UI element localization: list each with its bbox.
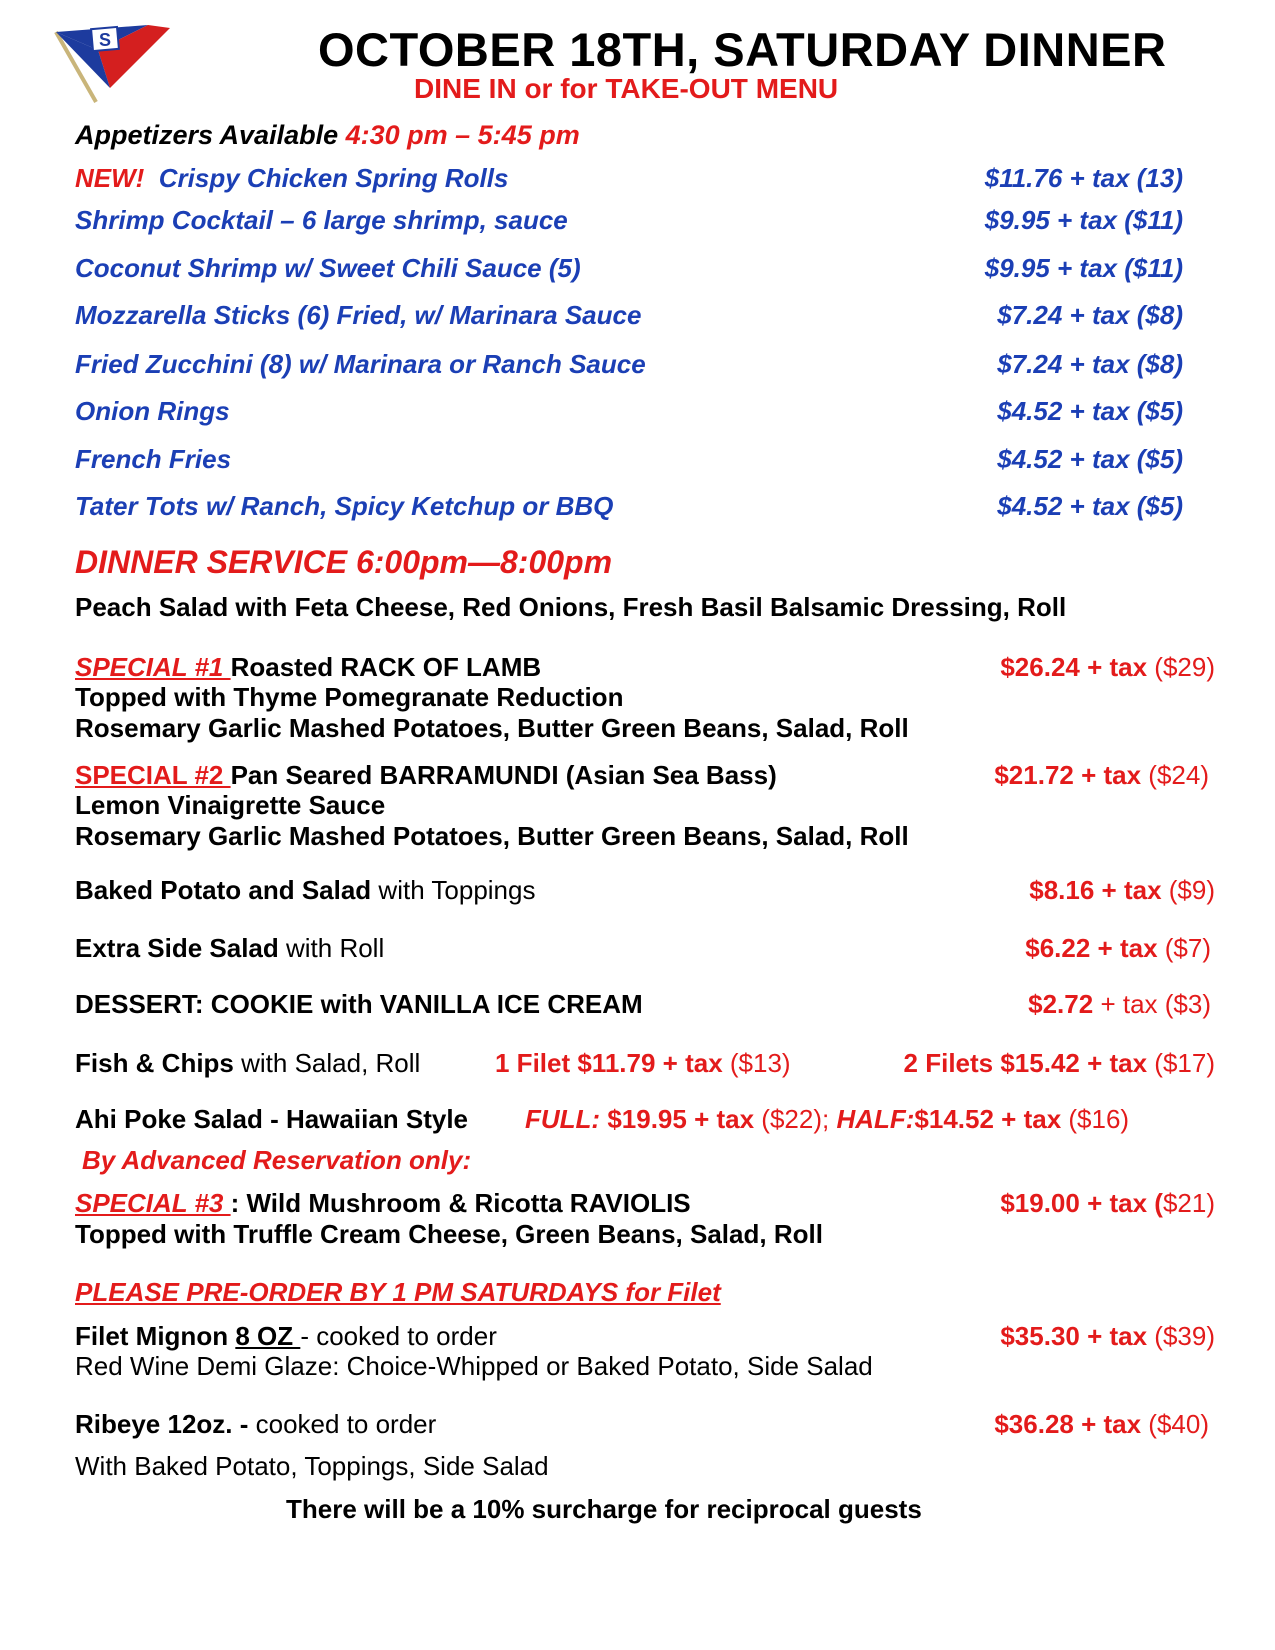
logo bbox=[48, 10, 178, 105]
dessert-price bbox=[1028, 989, 1211, 1020]
price-main: $2.72 bbox=[1028, 989, 1094, 1019]
half-label: HALF: bbox=[836, 1104, 915, 1134]
price-main: $26.24 + tax bbox=[1000, 652, 1148, 682]
special-1-line3: Rosemary Garlic Mashed Potatoes, Butter Green Beans, Salad, Roll bbox=[75, 713, 909, 743]
special-2-price bbox=[994, 760, 1209, 791]
logo-letter: S bbox=[98, 30, 112, 50]
baked-potato bbox=[75, 875, 535, 906]
item-suffix: cooked to order bbox=[248, 1409, 437, 1439]
item-name: Baked Potato and Salad bbox=[75, 875, 372, 905]
price-main: 1 Filet $11.79 + tax bbox=[495, 1048, 723, 1078]
flag-icon bbox=[48, 10, 178, 105]
special-2-tag: SPECIAL #2 bbox=[75, 760, 231, 790]
footer-note: There will be a 10% surcharge for reciprocal guests bbox=[286, 1494, 922, 1524]
appetizers-heading-label: Appetizers Available bbox=[75, 120, 339, 150]
item-name: Fish & Chips bbox=[75, 1048, 234, 1078]
side-salad bbox=[75, 933, 384, 964]
half-paren: ($16) bbox=[1061, 1104, 1130, 1134]
item-suffix: - cooked to order bbox=[300, 1321, 497, 1351]
special-3-name: : Wild Mushroom & Ricotta RAVIOLIS bbox=[230, 1188, 691, 1218]
new-badge: NEW! bbox=[75, 163, 145, 193]
reservation-note: By Advanced Reservation only: bbox=[82, 1145, 472, 1175]
appetizer-price: $4.52 + tax ($5) bbox=[997, 444, 1183, 474]
special-2-line3: Rosemary Garlic Mashed Potatoes, Butter Green Beans, Salad, Roll bbox=[75, 821, 909, 851]
appetizer-name: Onion Rings bbox=[75, 396, 230, 426]
special-1-price bbox=[1000, 652, 1215, 683]
fish-price-2 bbox=[904, 1048, 1215, 1079]
filet-mignon bbox=[75, 1321, 497, 1352]
special-1 bbox=[75, 652, 541, 683]
item-suffix: with Roll bbox=[278, 933, 385, 963]
appetizer-price: $11.76 + tax (13) bbox=[984, 163, 1183, 193]
special-1-name: Roasted RACK OF LAMB bbox=[230, 652, 542, 682]
side-salad-price bbox=[1025, 933, 1211, 964]
price-paren: $21) bbox=[1162, 1188, 1215, 1218]
fish-and-chips bbox=[75, 1048, 420, 1079]
preorder-note: PLEASE PRE-ORDER BY 1 PM SATURDAYS for Filet bbox=[75, 1277, 721, 1307]
appetizer-name: Coconut Shrimp w/ Sweet Chili Sauce (5) bbox=[75, 253, 581, 283]
full-label: FULL: bbox=[525, 1104, 601, 1134]
price-main: $21.72 + tax bbox=[994, 760, 1142, 790]
price-paren: ($40) bbox=[1141, 1409, 1209, 1439]
poke-prices bbox=[525, 1104, 1129, 1135]
appetizer-item bbox=[75, 163, 508, 194]
special-3-tag: SPECIAL #3 bbox=[75, 1188, 231, 1218]
price-paren: ($7) bbox=[1157, 933, 1211, 963]
page-title: OCTOBER 18TH, SATURDAY DINNER bbox=[318, 23, 1167, 76]
appetizers-time: 4:30 pm – 5:45 pm bbox=[345, 120, 580, 150]
appetizer-price: $7.24 + tax ($8) bbox=[997, 300, 1183, 330]
special-3-line2: Topped with Truffle Cream Cheese, Green Beans, Salad, Roll bbox=[75, 1219, 823, 1249]
item-name: Ribeye 12oz. - bbox=[75, 1409, 249, 1439]
price-main: $19.00 + tax ( bbox=[1000, 1188, 1163, 1218]
appetizer-price: $4.52 + tax ($5) bbox=[997, 491, 1183, 521]
item-name: Extra Side Salad bbox=[75, 933, 279, 963]
special-3 bbox=[75, 1188, 691, 1219]
item-size: 8 OZ bbox=[235, 1321, 301, 1351]
price-main: $8.16 + tax bbox=[1029, 875, 1162, 905]
price-paren: ($24) bbox=[1141, 760, 1209, 790]
price-main: 2 Filets $15.42 + tax bbox=[903, 1048, 1148, 1078]
baked-potato-price bbox=[1029, 875, 1215, 906]
filet-line2: Red Wine Demi Glaze: Choice-Whipped or Baked Potato, Side Salad bbox=[75, 1351, 873, 1381]
full-price: $19.95 + tax bbox=[600, 1104, 755, 1134]
half-price: $14.52 + tax bbox=[914, 1104, 1062, 1134]
price-paren: ($13) bbox=[722, 1048, 791, 1078]
filet-price bbox=[1000, 1321, 1215, 1352]
appetizer-name: Tater Tots w/ Ranch, Spicy Ketchup or BBQ bbox=[75, 491, 614, 521]
full-paren: ($22); bbox=[754, 1104, 837, 1134]
appetizer-name: Fried Zucchini (8) w/ Marinara or Ranch Sauce bbox=[75, 349, 646, 379]
poke-salad: Ahi Poke Salad - Hawaiian Style bbox=[75, 1104, 469, 1134]
price-paren: ($9) bbox=[1161, 875, 1215, 905]
appetizer-name: Mozzarella Sticks (6) Fried, w/ Marinara Sauce bbox=[75, 300, 642, 330]
item-suffix: with Toppings bbox=[371, 875, 536, 905]
special-2-name: Pan Seared BARRAMUNDI (Asian Sea Bass) bbox=[230, 760, 777, 790]
appetizer-price: $9.95 + tax ($11) bbox=[984, 253, 1183, 283]
price-paren: + tax ($3) bbox=[1093, 989, 1211, 1019]
special-2 bbox=[75, 760, 777, 791]
special-1-line2: Topped with Thyme Pomegranate Reduction bbox=[75, 682, 624, 712]
ribeye bbox=[75, 1409, 436, 1440]
page-subtitle: DINE IN or for TAKE-OUT MENU bbox=[414, 73, 839, 104]
ribeye-line2: With Baked Potato, Toppings, Side Salad bbox=[75, 1451, 549, 1481]
price-paren: ($39) bbox=[1147, 1321, 1215, 1351]
price-paren: ($29) bbox=[1147, 652, 1215, 682]
item-suffix: with Salad, Roll bbox=[233, 1048, 421, 1078]
appetizer-price: $9.95 + tax ($11) bbox=[984, 205, 1183, 235]
price-main: $36.28 + tax bbox=[994, 1409, 1142, 1439]
special-3-price bbox=[1000, 1188, 1215, 1219]
appetizer-name: Crispy Chicken Spring Rolls bbox=[158, 163, 509, 193]
appetizer-name: Shrimp Cocktail – 6 large shrimp, sauce bbox=[75, 205, 568, 235]
price-paren: ($17) bbox=[1147, 1048, 1215, 1078]
special-2-line2: Lemon Vinaigrette Sauce bbox=[75, 790, 386, 820]
item-name: Filet Mignon bbox=[75, 1321, 236, 1351]
appetizer-price: $7.24 + tax ($8) bbox=[997, 349, 1183, 379]
price-main: $6.22 + tax bbox=[1025, 933, 1158, 963]
special-1-tag: SPECIAL #1 bbox=[75, 652, 231, 682]
appetizers-heading bbox=[75, 120, 580, 151]
price-main: $35.30 + tax bbox=[1000, 1321, 1148, 1351]
appetizer-price: $4.52 + tax ($5) bbox=[997, 396, 1183, 426]
ribeye-price bbox=[994, 1409, 1209, 1440]
dinner-salad: Peach Salad with Feta Cheese, Red Onions, Fresh Basil Balsamic Dressing, Roll bbox=[75, 592, 1067, 622]
fish-price-1 bbox=[495, 1048, 791, 1079]
appetizer-name: French Fries bbox=[75, 444, 232, 474]
dessert: DESSERT: COOKIE with VANILLA ICE CREAM bbox=[75, 989, 643, 1019]
dinner-heading: DINNER SERVICE 6:00pm—8:00pm bbox=[75, 544, 613, 580]
